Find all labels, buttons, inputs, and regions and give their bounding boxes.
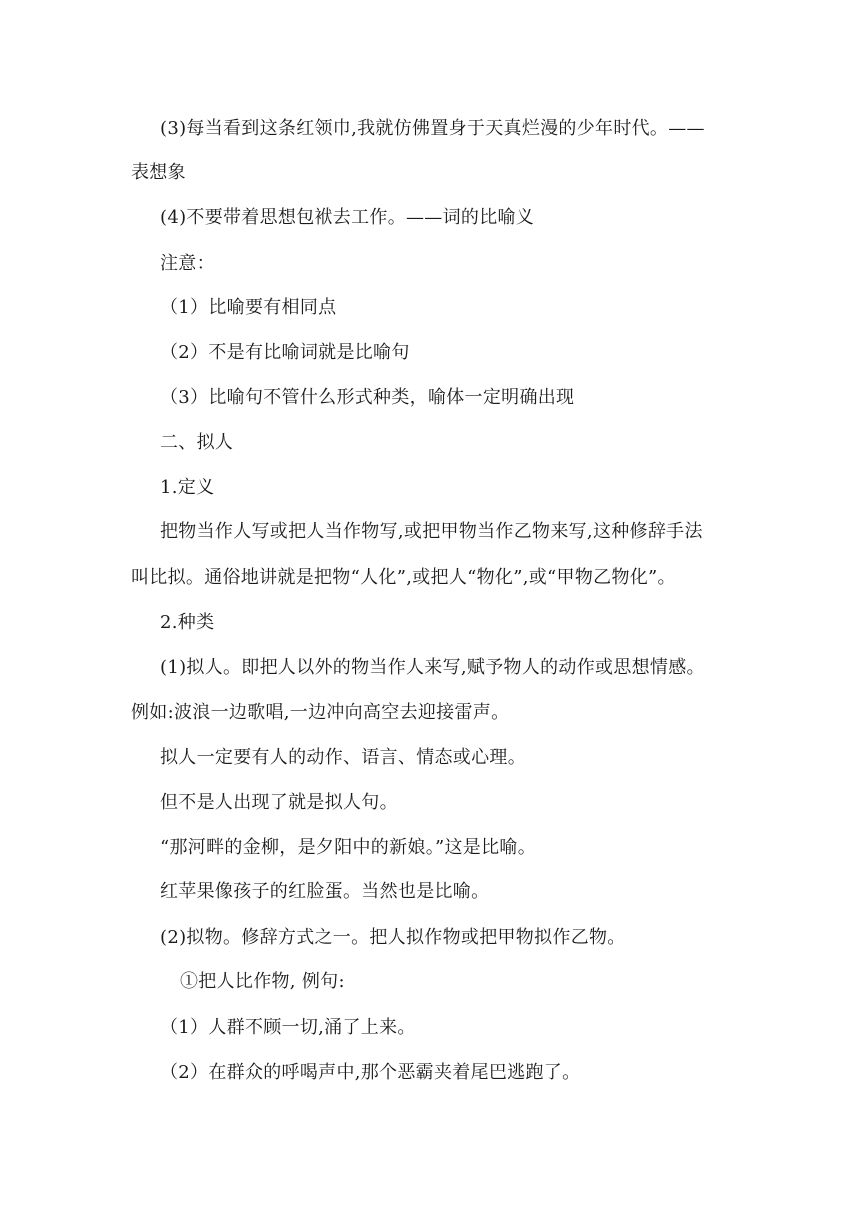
text-line: ①把人比作物, 例句: — [180, 971, 345, 992]
text-line: 但不是人出现了就是拟人句。 — [160, 792, 398, 813]
text-line: （2）在群众的呼喝声中,那个恶霸夹着尾巴逃跑了。 — [160, 1062, 581, 1083]
text-line: （3）比喻句不管什么形式种类，喻体一定明确出现 — [160, 387, 575, 408]
text-line: (4)不要带着思想包袱去工作。——词的比喻义 — [160, 207, 535, 228]
text-line: 注意： — [160, 253, 215, 274]
text-line: 拟人一定要有人的动作、语言、情态或心理。 — [160, 747, 526, 768]
text-line: （1）比喻要有相同点 — [160, 297, 337, 318]
text-line: “那河畔的金柳，是夕阳中的新娘。”这是比喻。 — [160, 837, 537, 858]
section-heading: 二、拟人 — [160, 432, 234, 453]
text-line: 红苹果像孩子的红脸蛋。当然也是比喻。 — [160, 881, 490, 902]
text-line: （1）人群不顾一切,涌了上来。 — [160, 1017, 416, 1038]
text-line: (1)拟人。即把人以外的物当作人来写,赋予物人的动作或思想情感。 — [160, 657, 705, 678]
subsection-heading: 1.定义 — [160, 477, 215, 498]
text-line: (2)拟物。修辞方式之一。把人拟作物或把甲物拟作乙物。 — [160, 927, 626, 948]
text-line: 叫比拟。通俗地讲就是把物“人化”,或把人“物化”,或“甲物乙物化”。 — [131, 567, 676, 588]
text-line: 例如:波浪一边歌唱,一边冲向高空去迎接雷声。 — [131, 702, 510, 723]
text-line: 表想象 — [131, 162, 186, 183]
text-line: (3)每当看到这条红领巾,我就仿佛置身于天真烂漫的少年时代。—— — [160, 118, 705, 139]
text-line: （2）不是有比喻词就是比喻句 — [160, 342, 410, 363]
text-line: 把物当作人写或把人当作物写,或把甲物当作乙物来写,这种修辞手法 — [160, 521, 703, 542]
subsection-heading: 2.种类 — [160, 612, 215, 633]
